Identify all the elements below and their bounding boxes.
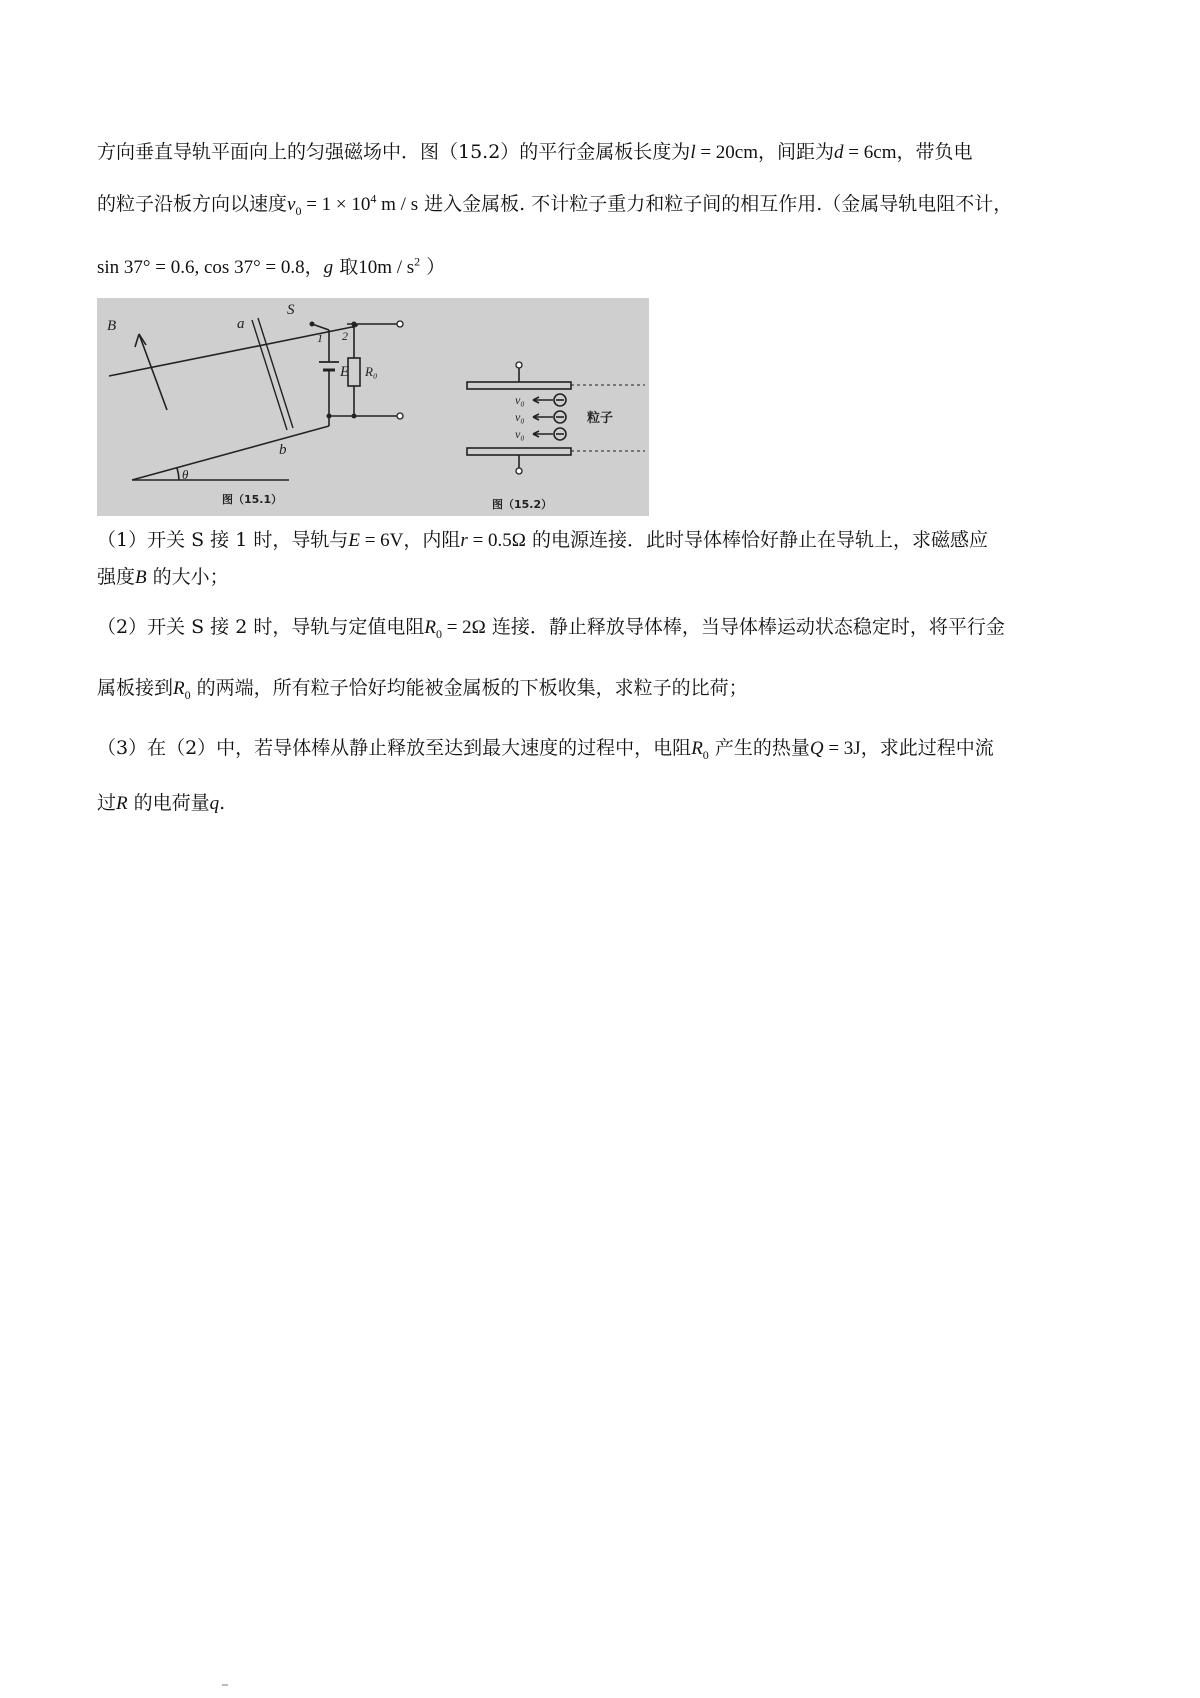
label-switch-2: 2 — [342, 329, 348, 343]
emf-symbol: E — [348, 530, 360, 551]
bottom-plate — [467, 448, 571, 455]
junction-top — [352, 322, 357, 327]
question-text: 过 — [97, 792, 117, 814]
question-text: 强度 — [97, 566, 136, 588]
length-value: = 20cm — [695, 142, 759, 163]
label-theta: θ — [182, 467, 189, 482]
intro-line-1 — [97, 139, 1107, 166]
label-particle: 粒子 — [587, 411, 614, 426]
question-1-line-2 — [97, 564, 1107, 591]
question-text: 连接．静止释放导体棒，当导体棒运动状态稳定时，将平行金 — [485, 616, 1005, 638]
question-2-line-2 — [97, 675, 1107, 702]
emf-value: = 6V — [359, 530, 404, 551]
terminal-bottom — [397, 413, 403, 419]
velocity-exponent: 4 — [370, 191, 377, 206]
plate-terminal-bottom — [516, 468, 522, 474]
figure-svg — [97, 298, 649, 516]
intro-line-2 — [97, 191, 1107, 218]
conductor-bar-edge-2 — [258, 318, 293, 428]
velocity-symbol: v — [287, 194, 296, 215]
question-text: （3）在（2）中，若导体棒从静止释放至达到最大速度的过程中，电阻 — [97, 737, 692, 759]
label-b-field: B — [107, 318, 117, 334]
internal-resistance-symbol: r — [460, 530, 468, 551]
conductor-bar-edge-1 — [252, 320, 287, 430]
distance-value: = 6cm — [843, 142, 897, 163]
question-text: 的电源连接．此时导体棒恰好静止在导轨上，求磁感应 — [525, 529, 988, 551]
intro-text: ， — [304, 256, 324, 278]
lower-rail — [132, 426, 329, 480]
question-1-line-1 — [97, 527, 1107, 554]
switch-pivot — [310, 322, 315, 327]
resistor-subscript: 0 — [435, 626, 442, 641]
question-text: 的两端，所有粒子恰好均能被金属板的下板收集，求粒子的比荷； — [190, 677, 748, 699]
charge-symbol: q — [209, 793, 220, 814]
question-text: （2）开关 S 接 2 时，导轨与定值电阻 — [97, 616, 425, 638]
distance-symbol: d — [834, 142, 844, 163]
label-v0-2: v₀ — [515, 410, 525, 424]
resistor-symbol: R — [116, 793, 128, 814]
label-r0: R₀ — [365, 364, 378, 379]
internal-resistance-value: = 0.5Ω — [467, 530, 526, 551]
label-e: E — [340, 364, 350, 380]
top-plate — [467, 382, 571, 389]
label-switch-1: 1 — [317, 331, 323, 345]
caption-fig-15-1: 图（15.1） — [222, 493, 283, 506]
question-text: 的大小； — [146, 566, 229, 588]
intro-text: 进入金属板. 不计粒子重力和粒子间的相互作用.（金属导轨电阻不计， — [418, 193, 1013, 215]
label-a: a — [237, 316, 245, 332]
terminal-top — [397, 321, 403, 327]
velocity-value: = 1 × 10 — [301, 194, 371, 215]
b-field-symbol: B — [135, 567, 147, 588]
caption-fig-15-2: 图（15.2） — [492, 498, 553, 511]
label-s: S — [287, 302, 295, 318]
question-text: 产生的热量 — [708, 737, 810, 759]
intro-text: ，带负电 — [896, 141, 973, 163]
label-v0-1: v₀ — [515, 393, 525, 407]
trig-values: sin 37° = 0.6, cos 37° = 0.8 — [97, 257, 305, 278]
heat-symbol: Q — [809, 738, 824, 759]
question-text: ，求此过程中流 — [860, 737, 994, 759]
velocity-unit: m / s — [376, 194, 419, 215]
resistor-symbol: R — [424, 617, 436, 638]
resistor-value: = 2Ω — [441, 617, 486, 638]
intro-text: ，间距为 — [758, 141, 835, 163]
resistor-box — [348, 358, 360, 386]
gravity-exponent: 2 — [414, 254, 421, 269]
question-3-line-2 — [97, 790, 1107, 817]
resistor-symbol: R — [691, 738, 703, 759]
length-symbol: l — [690, 142, 696, 163]
question-2-line-1 — [97, 614, 1107, 641]
footer-mark — [222, 1684, 228, 1686]
question-3-line-1 — [97, 735, 1107, 762]
question-text: 的电荷量 — [127, 792, 210, 814]
label-v0-3: v₀ — [515, 427, 525, 441]
heat-value: = 3J — [823, 738, 861, 759]
label-b-rail: b — [279, 442, 287, 458]
intro-text: ） — [420, 256, 446, 278]
b-field-line — [139, 334, 167, 410]
junction-bottom-left — [327, 414, 332, 419]
resistor-symbol: R — [173, 678, 185, 699]
velocity-subscript: 0 — [295, 203, 302, 218]
intro-line-3 — [97, 254, 1107, 281]
b-field-arrowhead — [135, 334, 146, 347]
angle-arc — [177, 468, 179, 480]
question-text: 属板接到 — [97, 677, 174, 699]
resistor-subscript: 0 — [184, 687, 191, 702]
circuit-figure — [97, 298, 649, 516]
switch-arm — [312, 324, 329, 330]
intro-text: 方向垂直导轨平面向上的匀强磁场中．图（15.2）的平行金属板长度为 — [97, 141, 691, 163]
junction-bottom-right — [352, 414, 357, 419]
resistor-subscript: 0 — [702, 747, 709, 762]
intro-text: 的粒子沿板方向以速度 — [97, 193, 288, 215]
gravity-symbol: g — [323, 257, 334, 278]
question-text: （1）开关 S 接 1 时，导轨与 — [97, 529, 349, 551]
plate-terminal-top — [516, 362, 522, 368]
question-text: . — [219, 792, 226, 814]
intro-text: 取 — [333, 256, 359, 278]
gravity-value: 10m / s — [358, 257, 415, 278]
question-text: ，内阻 — [403, 529, 461, 551]
